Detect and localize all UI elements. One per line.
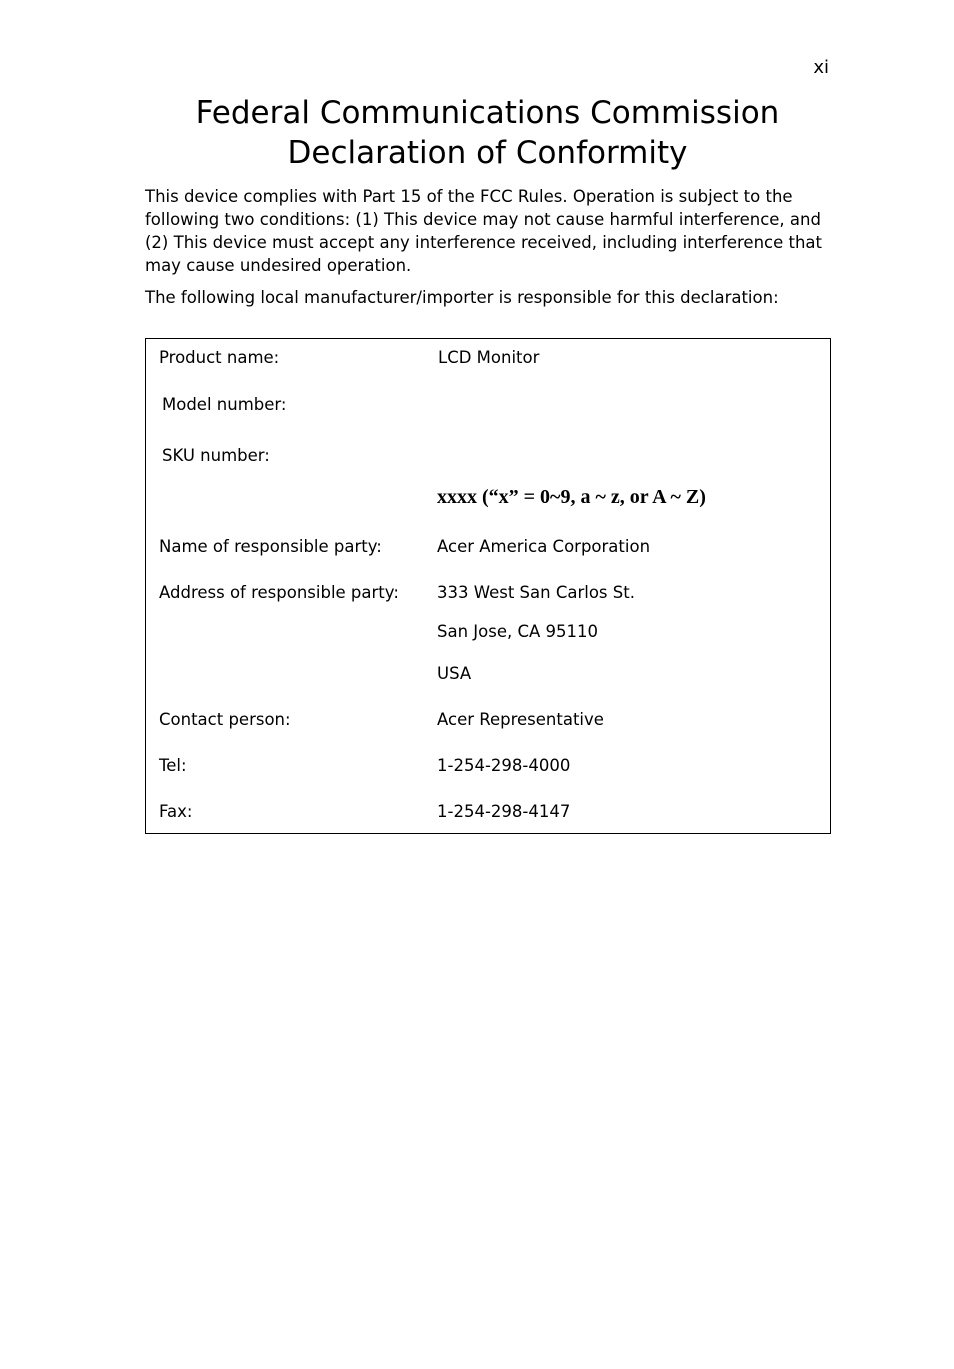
address-label: Address of responsible party:	[159, 583, 399, 602]
page-title	[0, 93, 954, 173]
address-line-3: USA	[437, 664, 472, 683]
tel-value: 1-254-298-4000	[437, 756, 571, 775]
contact-value: Acer Representative	[437, 710, 604, 729]
address-line-1: 333 West San Carlos St.	[437, 583, 635, 602]
sku-number-label: SKU number:	[162, 446, 270, 465]
title-line-2: Declaration of Conformity	[287, 135, 688, 171]
address-line-2: San Jose, CA 95110	[437, 622, 599, 641]
party-name-label: Name of responsible party:	[159, 537, 382, 556]
product-name-value: LCD Monitor	[438, 348, 540, 367]
fax-value: 1-254-298-4147	[437, 802, 571, 821]
declaration-table	[145, 338, 831, 834]
responsibility-paragraph: The following local manufacturer/importer is responsible for this declaration:	[145, 288, 779, 307]
page-number: xi	[813, 57, 829, 78]
model-number-label: Model number:	[162, 395, 287, 414]
compliance-paragraph: This device complies with Part 15 of the FCC Rules. Operation is subject to the following two conditions: (1) This device may not cause harmful interference, and (2) This device must accept any interference received, including interference that may cause undesired operation.	[145, 187, 822, 275]
sku-pattern: xxxx (“x” = 0~9, a ~ z, or A ~ Z)	[437, 486, 706, 508]
party-name-value: Acer America Corporation	[437, 537, 651, 556]
contact-label: Contact person:	[159, 710, 291, 729]
product-name-label: Product name:	[159, 348, 280, 367]
fax-label: Fax:	[159, 802, 193, 821]
tel-label: Tel:	[159, 756, 187, 775]
title-line-1: Federal Communications Commission	[195, 95, 780, 131]
